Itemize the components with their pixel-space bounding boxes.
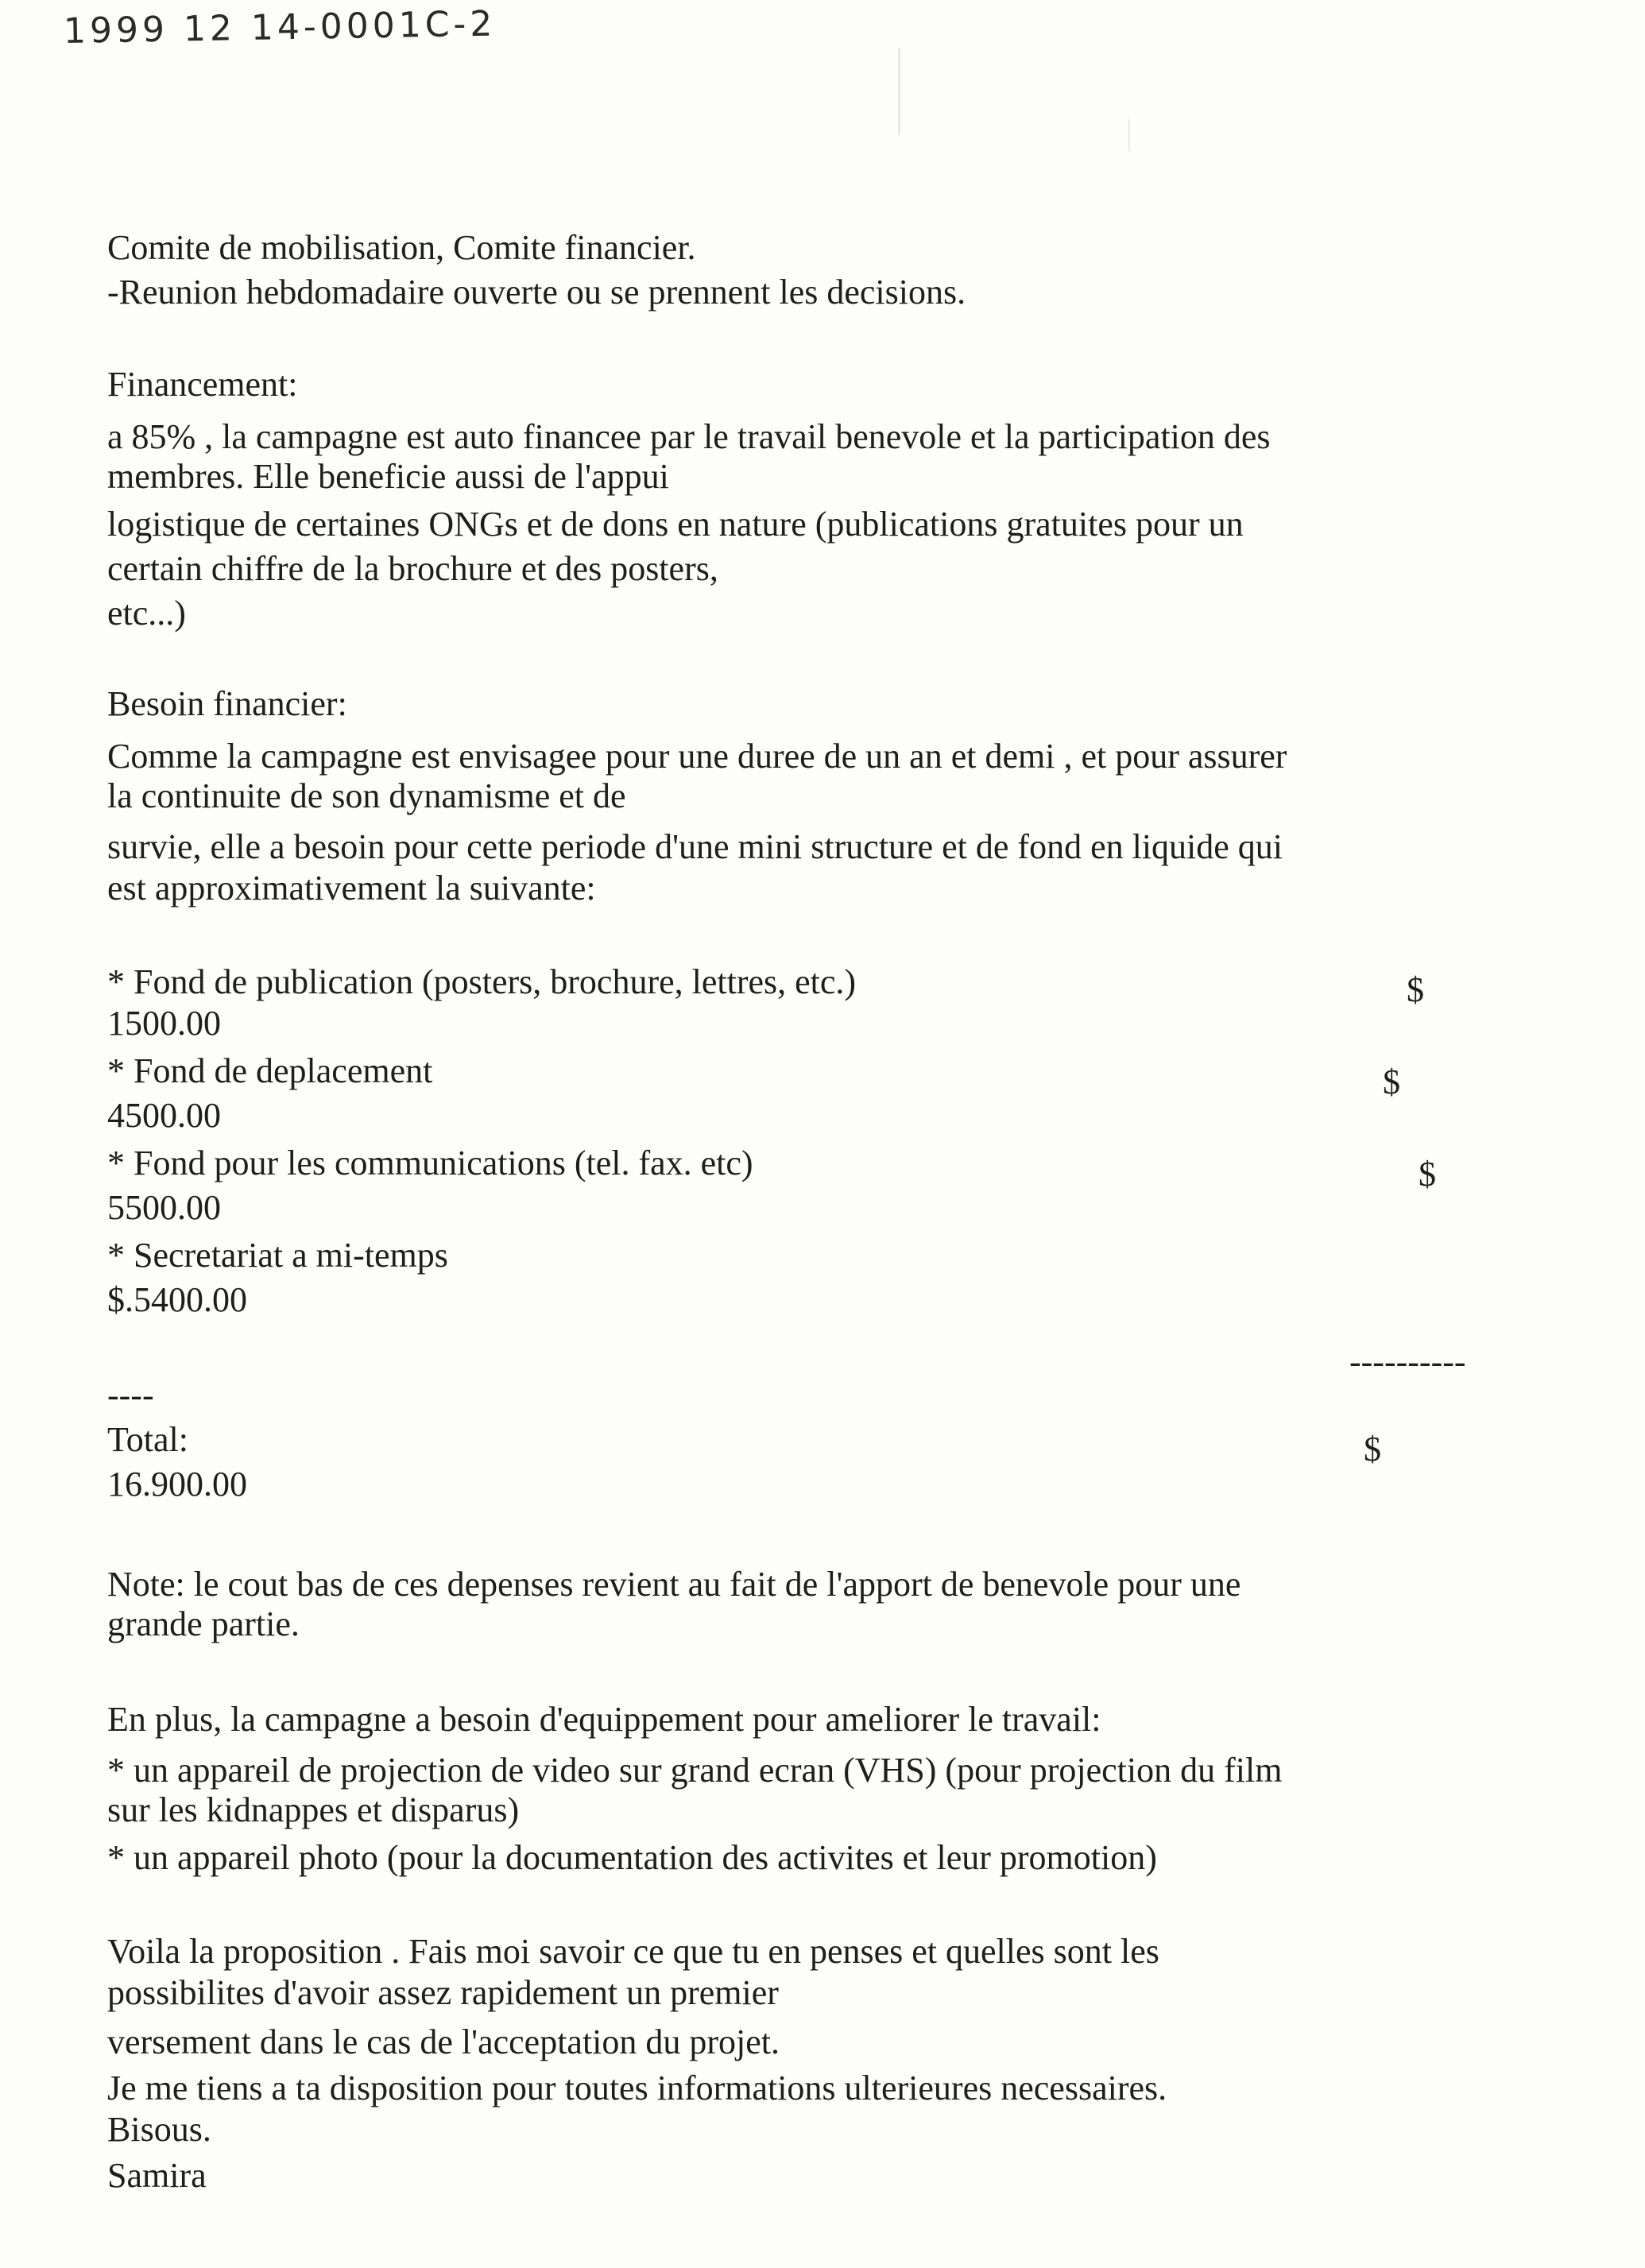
paragraph-line: membres. Elle beneficie aussi de l'appui <box>107 457 669 496</box>
note-line: grande partie. <box>107 1604 300 1643</box>
paragraph-line: la continuite de son dynamisme et de <box>107 776 626 815</box>
handwritten-reference: 1999 12 14-0001C-2 <box>63 3 497 52</box>
intro-line: -Reunion hebdomadaire ouverte ou se prennent les decisions. <box>107 273 966 312</box>
total-label: Total: <box>107 1420 189 1459</box>
separator-right: ---------- <box>1349 1342 1466 1381</box>
paragraph-line: certain chiffre de la brochure et des posters, <box>107 549 718 588</box>
paragraph-line: est approximativement la suivante: <box>107 869 596 908</box>
note-line: Note: le cout bas de ces depenses revient au fait de l'apport de benevole pour une <box>107 1565 1241 1604</box>
paragraph-line: etc...) <box>107 594 186 633</box>
closing-line: versement dans le cas de l'acceptation du projet. <box>107 2022 780 2061</box>
equipment-line: En plus, la campagne a besoin d'equippement pour ameliorer le travail: <box>107 1700 1101 1739</box>
closing-line: possibilites d'avoir assez rapidement un premier <box>107 1973 779 2012</box>
intro-line: Comite de mobilisation, Comite financier. <box>107 228 696 267</box>
budget-item-label: * Fond pour les communications (tel. fax. etc) <box>107 1144 753 1182</box>
scan-mark <box>1128 119 1130 151</box>
equipment-line: * un appareil photo (pour la documentation des activites et leur promotion) <box>107 1838 1157 1877</box>
budget-item-label: * Fond de deplacement <box>107 1051 433 1090</box>
budget-item-amount: 4500.00 <box>107 1096 221 1135</box>
paragraph-line: logistique de certaines ONGs et de dons en nature (publications gratuites pour un <box>107 505 1244 544</box>
signature: Samira <box>107 2156 207 2195</box>
budget-item-label: * Fond de publication (posters, brochure, lettres, etc.) <box>107 962 857 1001</box>
scan-mark <box>898 48 900 135</box>
section-heading-besoin: Besoin financier: <box>107 684 347 723</box>
paragraph-line: Comme la campagne est envisagee pour une duree de un an et demi , et pour assurer <box>107 737 1287 776</box>
budget-item-amount: 1500.00 <box>107 1004 221 1043</box>
separator-left: ---- <box>107 1376 154 1415</box>
budget-item-currency: $ <box>1383 1062 1400 1101</box>
budget-item-amount: 5500.00 <box>107 1188 221 1227</box>
total-currency: $ <box>1364 1430 1381 1469</box>
section-heading-financement: Financement: <box>107 365 298 404</box>
equipment-line: * un appareil de projection de video sur grand ecran (VHS) (pour projection du film <box>107 1751 1283 1790</box>
budget-item-amount: $.5400.00 <box>107 1280 247 1319</box>
budget-item-currency: $ <box>1407 970 1424 1009</box>
budget-item-label: * Secretariat a mi-temps <box>107 1236 448 1275</box>
paragraph-line: survie, elle a besoin pour cette periode d'une mini structure et de fond en liquide qui <box>107 827 1283 866</box>
paragraph-line: a 85% , la campagne est auto financee par le travail benevole et la participation des <box>107 417 1271 456</box>
closing-line: Voila la proposition . Fais moi savoir ce que tu en penses et quelles sont les <box>107 1932 1159 1971</box>
budget-item-currency: $ <box>1419 1155 1436 1194</box>
equipment-line: sur les kidnappes et disparus) <box>107 1790 520 1829</box>
closing-line: Bisous. <box>107 2110 211 2149</box>
total-amount: 16.900.00 <box>107 1465 247 1504</box>
closing-line: Je me tiens a ta disposition pour toutes informations ulterieures necessaires. <box>107 2069 1167 2107</box>
